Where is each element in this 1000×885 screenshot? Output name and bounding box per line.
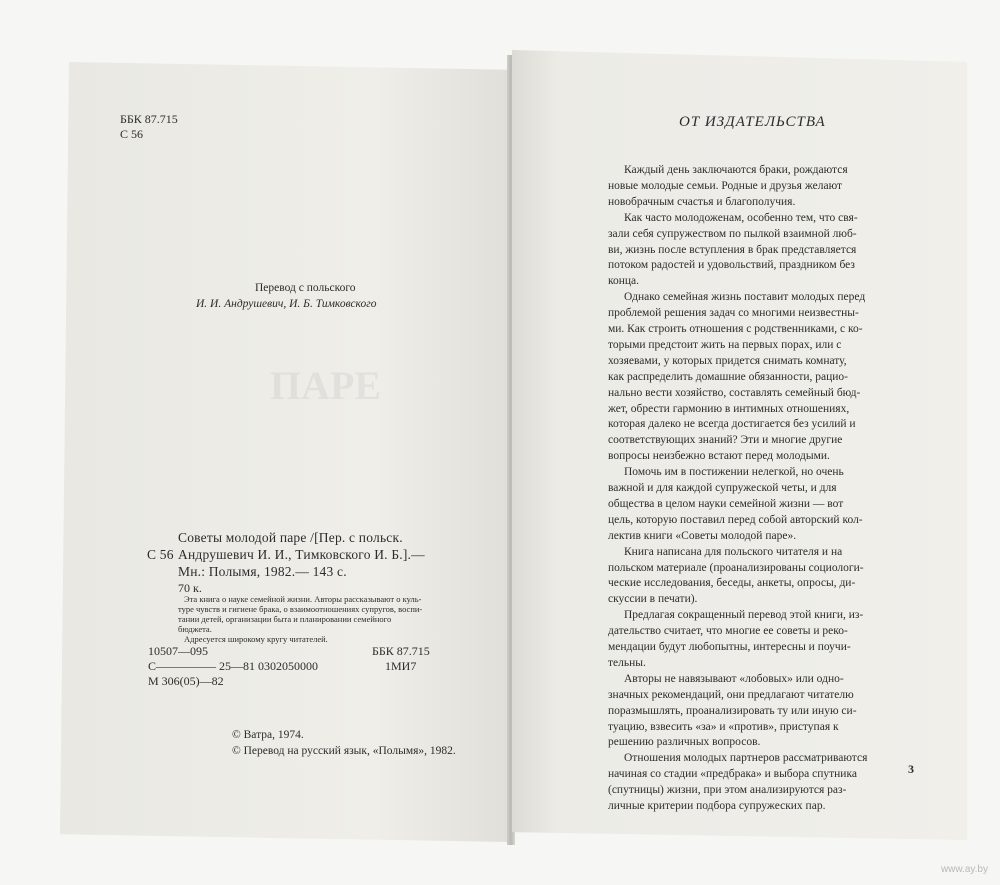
annotation-line: тании детей, организации быта и планировании семейного xyxy=(178,614,392,624)
preface-line: польском материале (проанализированы социологи- xyxy=(608,561,864,574)
annotation-line: Эта книга о науке семейной жизни. Авторы рассказывают о куль- xyxy=(184,594,422,604)
preface-line: Каждый день заключаются браки, рождаются xyxy=(624,164,848,176)
preface-line: как распределить домашние обязанности, рацио- xyxy=(608,370,848,383)
preface-line: ви, жизнь после вступления в брак представляется xyxy=(608,243,857,256)
code-line: 10507—095 xyxy=(148,644,208,658)
preface-line: скуссии в печати). xyxy=(608,593,698,606)
record-title: Советы молодой паре /[Пер. с польск. xyxy=(178,530,403,545)
preface-line: торыми предстоит жить на первых порах, или с xyxy=(608,338,842,351)
preface-line: Однако семейная жизнь поставит молодых перед xyxy=(624,291,866,304)
catalog-code: ББК 87.715 xyxy=(120,112,178,126)
preface-line: проблемой решения задач со многими неизвестны- xyxy=(608,307,859,320)
preface-line: значных рекомендаций, они предлагают читателю xyxy=(608,688,854,701)
annotation-line: туре чувств и гигиене брака, о взаимоотношениях супругов, воспи- xyxy=(178,604,423,614)
preface-line: дательство считает, что многие ее советы и реко- xyxy=(608,625,848,638)
preface-line: Предлагая сокращенный перевод этой книги, из- xyxy=(624,609,864,622)
preface-line: соответствующих знаний? Эти и многие другие xyxy=(608,434,843,447)
preface-line: Помочь им в постижении нелегкой, но очень xyxy=(624,466,844,479)
preface-line: вопросы неизбежно встают перед молодыми. xyxy=(608,450,830,463)
record-price: 70 к. xyxy=(178,581,202,595)
preface-line: важной и для каждой супружеской четы, и для xyxy=(608,482,837,494)
preface-line: нально вести хозяйство, составлять семейный бюд- xyxy=(608,386,861,399)
preface-line: новобрачным счастья и благополучия. xyxy=(608,195,796,208)
preface-line: начиная со стадии «предбрака» и выбора спутника xyxy=(608,768,857,781)
bbk-code: ББК 87.715 xyxy=(372,644,430,658)
preface-line: хозяевами, у которых придется снимать комнату, xyxy=(608,354,847,367)
preface-line: общества в целом науки семейной жизни — вот xyxy=(608,497,844,510)
preface-line: потоком радостей и удовольствий, праздником без xyxy=(608,259,855,272)
preface-line: Авторы не навязывают «лобовых» или одно- xyxy=(624,672,844,685)
preface-line: ческие исследования, беседы, анкеты, опросы, ди- xyxy=(608,577,856,590)
preface-line: жет, обрести гармонию в интимных отношениях, xyxy=(608,402,850,415)
code-line: М 306(05)—82 xyxy=(148,674,224,688)
preface-line: личные критерии подбора супружеских пар. xyxy=(608,800,826,812)
record-authors: Андрушевич И. И., Тимковского И. Б.].— xyxy=(178,547,425,562)
audience-note: Адресуется широкому кругу читателей. xyxy=(184,634,328,644)
preface-line: Отношения молодых партнеров рассматриваются xyxy=(624,752,868,765)
preface-line: цель, которую поставил перед собой авторский кол- xyxy=(608,513,863,526)
page-heading: ОТ ИЗДАТЕЛЬСТВА xyxy=(679,114,826,130)
preface-line: конца. xyxy=(608,275,640,288)
preface-line: которая далеко не всегда достигается без усилий и xyxy=(608,418,856,431)
translation-note: Перевод с польского xyxy=(255,282,356,294)
copyright-line: © Перевод на русский язык, «Полымя», 1982. xyxy=(232,745,456,757)
show-through-text: ПАРЕ xyxy=(270,363,382,408)
record-publisher: Мн.: Полымя, 1982.— 143 с. xyxy=(178,564,347,579)
page-number: 3 xyxy=(908,762,914,776)
record-code: С 56 xyxy=(147,547,174,562)
preface-line: новые молодые семьи. Родные и друзья желают xyxy=(608,179,843,192)
preface-line: Как часто молодоженам, особенно тем, что свя- xyxy=(624,211,858,224)
preface-line: туацию, взвесить «за» и «против», приступая к xyxy=(608,720,839,733)
catalog-code-letter: С 56 xyxy=(120,127,144,141)
preface-line: (спутницы) жизни, при этом анализируются раз- xyxy=(608,784,847,797)
preface-line: лектив книги «Советы молодой паре». xyxy=(608,529,797,542)
preface-line: Книга написана для польского читателя и на xyxy=(624,545,843,558)
left-page xyxy=(60,62,510,842)
watermark: www.ay.by xyxy=(940,864,988,875)
preface-line: ми. Как строить отношения с родственниками, с ко- xyxy=(608,323,863,335)
preface-line: тельны. xyxy=(608,656,646,669)
translators: И. И. Андрушевич, И. Б. Тимковского xyxy=(196,298,377,310)
preface-line: зали себя супружеством по пылкой взаимной люб- xyxy=(608,227,857,240)
annotation-line: бюджета. xyxy=(178,624,212,634)
preface-line: поразмышлять, проанализировать ту или иную си- xyxy=(608,704,857,717)
bbk-sub-code: 1МИ7 xyxy=(385,659,417,673)
copyright-line: © Ватра, 1974. xyxy=(232,729,304,741)
code-line: С————— 25—81 0302050000 xyxy=(148,659,319,673)
preface-line: решению различных вопросов. xyxy=(608,736,761,749)
preface-line: мендации будут любопытны, интересны и поучи- xyxy=(608,641,851,653)
